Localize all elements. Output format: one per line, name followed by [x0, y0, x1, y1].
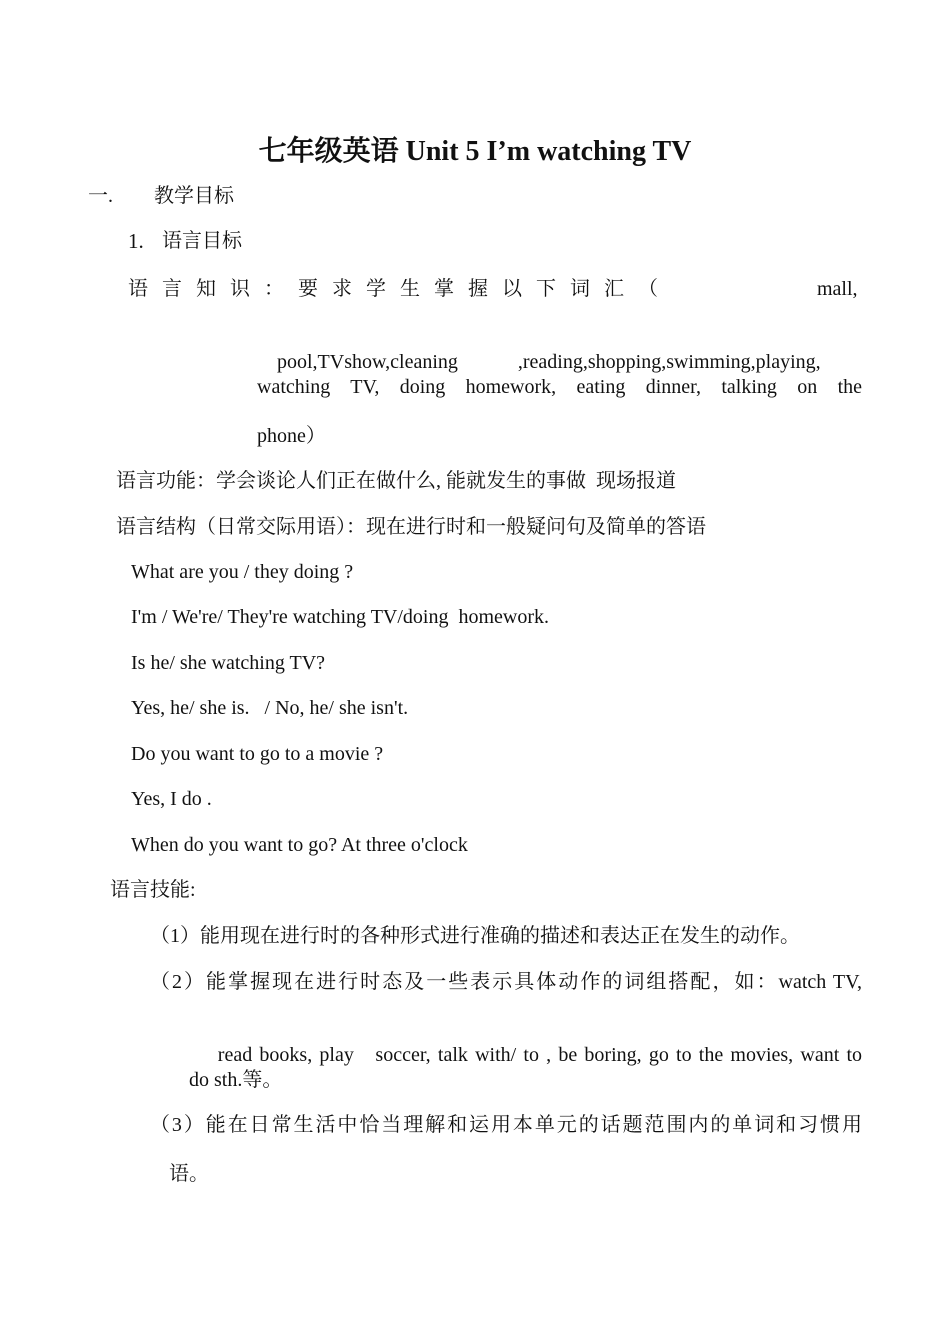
- knowledge-line3: watching TV, doing homework, eating dinner, talking on the: [257, 376, 862, 398]
- dialogue-line: What are you / they doing ?: [131, 561, 354, 583]
- document-title: 七年级英语 Unit 5 I’m watching TV: [258, 136, 692, 167]
- skill-item-3-line1: （3）能在日常生活中恰当理解和运用本单元的话题范围内的单词和习惯用: [150, 1114, 862, 1136]
- skill-item-3-line2: 语。: [169, 1163, 209, 1185]
- skill-item-2-line1: （2）能掌握现在进行时态及一些表示具体动作的词组搭配，如：watch TV,: [150, 971, 862, 993]
- subsection-heading: 语言目标: [162, 230, 242, 252]
- subsection-number: 1.: [128, 229, 144, 253]
- dialogue-line: Yes, I do .: [131, 788, 212, 810]
- knowledge-line4: phone）: [257, 425, 326, 447]
- skill-item-2-line2-text: read books, play soccer, talk with/ to , be boring, go to the movies, want to: [217, 1044, 863, 1066]
- dialogue-line: Yes, he/ she is. / No, he/ she isn't.: [131, 697, 409, 719]
- language-structure: 语言结构（日常交际用语）：现在进行时和一般疑问句及简单的答语: [116, 516, 706, 538]
- skill-item-2-line2: [189, 1019, 862, 1091]
- dialogue-line: I'm / We're/ They're watching TV/doing homework.: [131, 606, 549, 628]
- dialogue-line: When do you want to go? At three o'clock: [131, 834, 468, 856]
- knowledge-line1-end: mall,: [817, 278, 858, 300]
- section-heading: 教学目标: [154, 185, 234, 207]
- dialogue-line: Is he/ she watching TV?: [131, 652, 326, 674]
- language-function: 语言功能：学会谈论人们正在做什么, 能就发生的事做 现场报道: [116, 470, 676, 492]
- skill-item-1: （1）能用现在进行时的各种形式进行准确的描述和表达正在发生的动作。: [150, 925, 800, 947]
- dialogue-line: Do you want to go to a movie ?: [131, 743, 384, 765]
- section-number: 一.: [88, 185, 113, 207]
- skills-label: 语言技能:: [110, 879, 196, 901]
- knowledge-label: 语言知识：要求学生掌握以下词汇（: [128, 278, 672, 300]
- skill-item-2-line3: do sth.等。: [189, 1069, 283, 1091]
- knowledge-line2-text: pool,TVshow,cleaning ,reading,shopping,swimming,playing,: [277, 351, 821, 373]
